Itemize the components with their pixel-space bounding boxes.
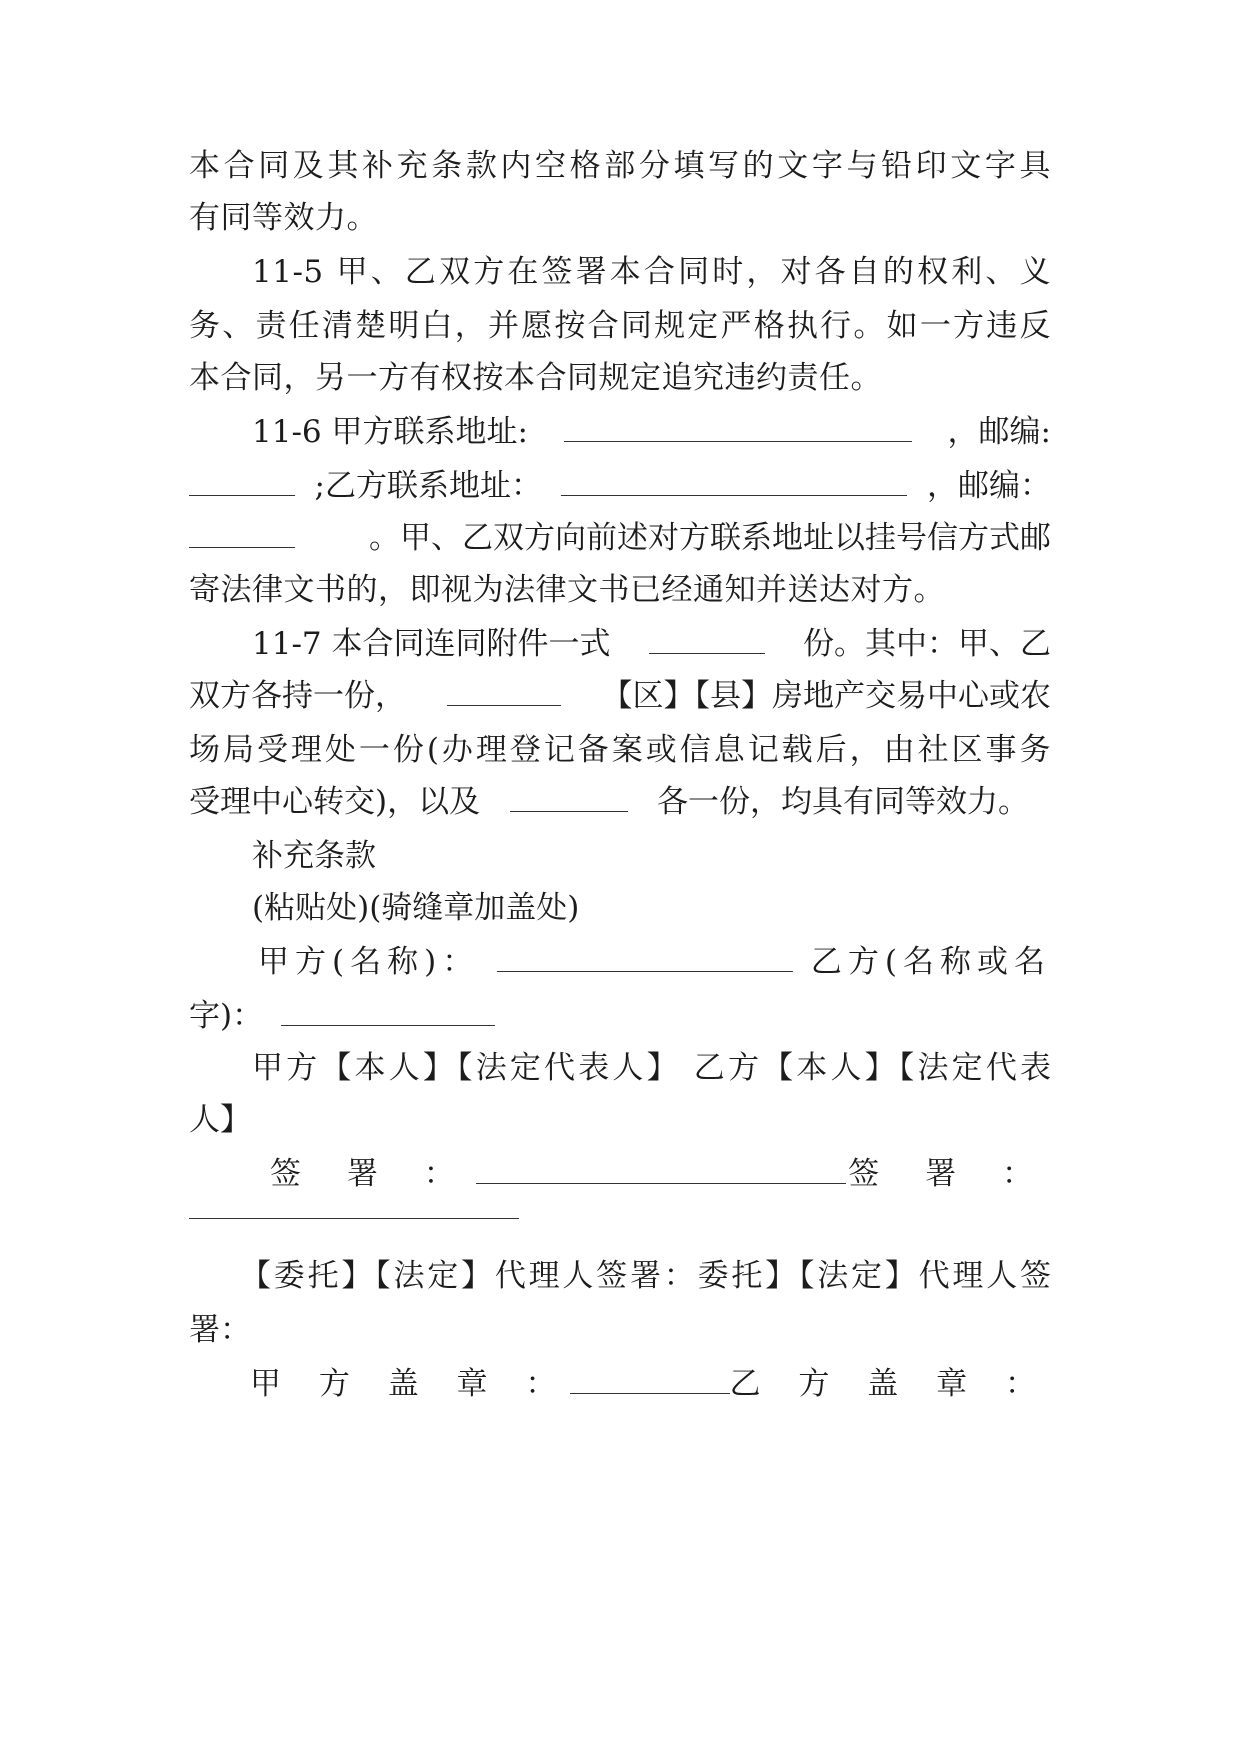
party-b-name-label-cont: 字)：	[189, 998, 264, 1034]
party-b-signature-blank	[189, 1218, 519, 1219]
agent-line: 署：	[189, 1312, 251, 1348]
party-b-postcode-blank	[189, 521, 295, 548]
clause-11-7-text: 各一份，均具有同等效力。	[657, 784, 1029, 820]
clause-11-6-line	[189, 518, 1051, 558]
seal-line	[250, 1364, 1050, 1404]
clause-11-6-text: 。甲、乙双方向前述对方联系地址以挂号信方式邮	[369, 520, 1051, 556]
party-a-signature-label: 签 署 ：	[270, 1156, 473, 1192]
clause-11-7-label: 11-7 本合同连同附件一式	[252, 626, 611, 662]
representative-line: 甲方【本人】【法定代表人】 乙方【本人】【法定代表	[252, 1050, 1051, 1086]
clause-11-6-line	[189, 466, 1051, 506]
other-parties-blank	[510, 785, 628, 812]
supplement-note: (粘贴处)(骑缝章加盖处)	[252, 890, 580, 926]
party-b-signature-label: 签 署 ：	[848, 1156, 1051, 1192]
party-a-name-label: 甲方(名称)：	[258, 944, 480, 980]
party-names-line	[258, 942, 1051, 982]
clause-11-7-text: 受理中心转交)，以及	[189, 784, 481, 820]
paragraph-line: 有同等效力。	[189, 200, 378, 236]
party-b-address-blank	[561, 469, 907, 496]
party-a-address-blank	[564, 415, 912, 442]
clause-11-6-line: 寄法律文书的，即视为法律文书已经通知并送达对方。	[189, 572, 945, 608]
clause-11-6-label: 11-6 甲方联系地址:	[252, 414, 528, 450]
clause-11-5-line: 本合同，另一方有权按本合同规定追究违约责任。	[189, 360, 882, 396]
postcode-label: ，邮编:	[947, 414, 1051, 450]
paragraph-line: 本合同及其补充条款内空格部分填写的文字与铅印文字具	[189, 148, 1051, 184]
party-a-seal-label: 甲 方 盖 章 ：	[250, 1366, 571, 1402]
party-a-seal-blank	[570, 1367, 729, 1394]
clause-11-5-line: 11-5 甲、乙双方在签署本合同时，对各自的权利、义	[252, 254, 1051, 290]
party-a-signature-blank	[476, 1157, 846, 1184]
supplement-heading: 补充条款	[252, 838, 376, 874]
party-a-postcode-blank	[189, 469, 295, 496]
clause-11-7-line	[252, 624, 1051, 664]
clause-11-7-line: 场局受理处一份(办理登记备案或信息记载后，由社区事务	[189, 732, 1051, 768]
agent-line: 【委托】【法定】代理人签署：委托】【法定】代理人签	[240, 1258, 1051, 1294]
clause-11-6-line	[252, 412, 1051, 452]
clause-11-7-text: 双方各持一份，	[189, 678, 406, 714]
signature-line	[270, 1154, 1051, 1194]
district-blank	[447, 679, 561, 706]
party-a-name-blank	[497, 945, 793, 972]
party-b-name-label: 乙方(名称或名	[810, 944, 1051, 980]
party-b-name-blank	[281, 999, 495, 1026]
party-b-seal-label: 乙 方 盖 章 ：	[729, 1366, 1050, 1402]
clause-11-7-line	[189, 782, 1029, 822]
clause-11-5-line: 务、责任清楚明白，并愿按合同规定严格执行。如一方违反	[189, 308, 1051, 344]
clause-11-7-text: 份。其中：甲、乙	[803, 626, 1051, 662]
clause-11-7-line	[189, 676, 1051, 716]
party-b-address-label: ;乙方联系地址：	[314, 468, 542, 504]
representative-line: 人】	[189, 1102, 251, 1138]
postcode-label: ，邮编：	[927, 468, 1051, 504]
clause-11-7-text: 【区】【县】房地产交易中心或农	[601, 678, 1051, 714]
copies-count-blank	[649, 627, 765, 654]
party-names-line	[189, 996, 1051, 1036]
